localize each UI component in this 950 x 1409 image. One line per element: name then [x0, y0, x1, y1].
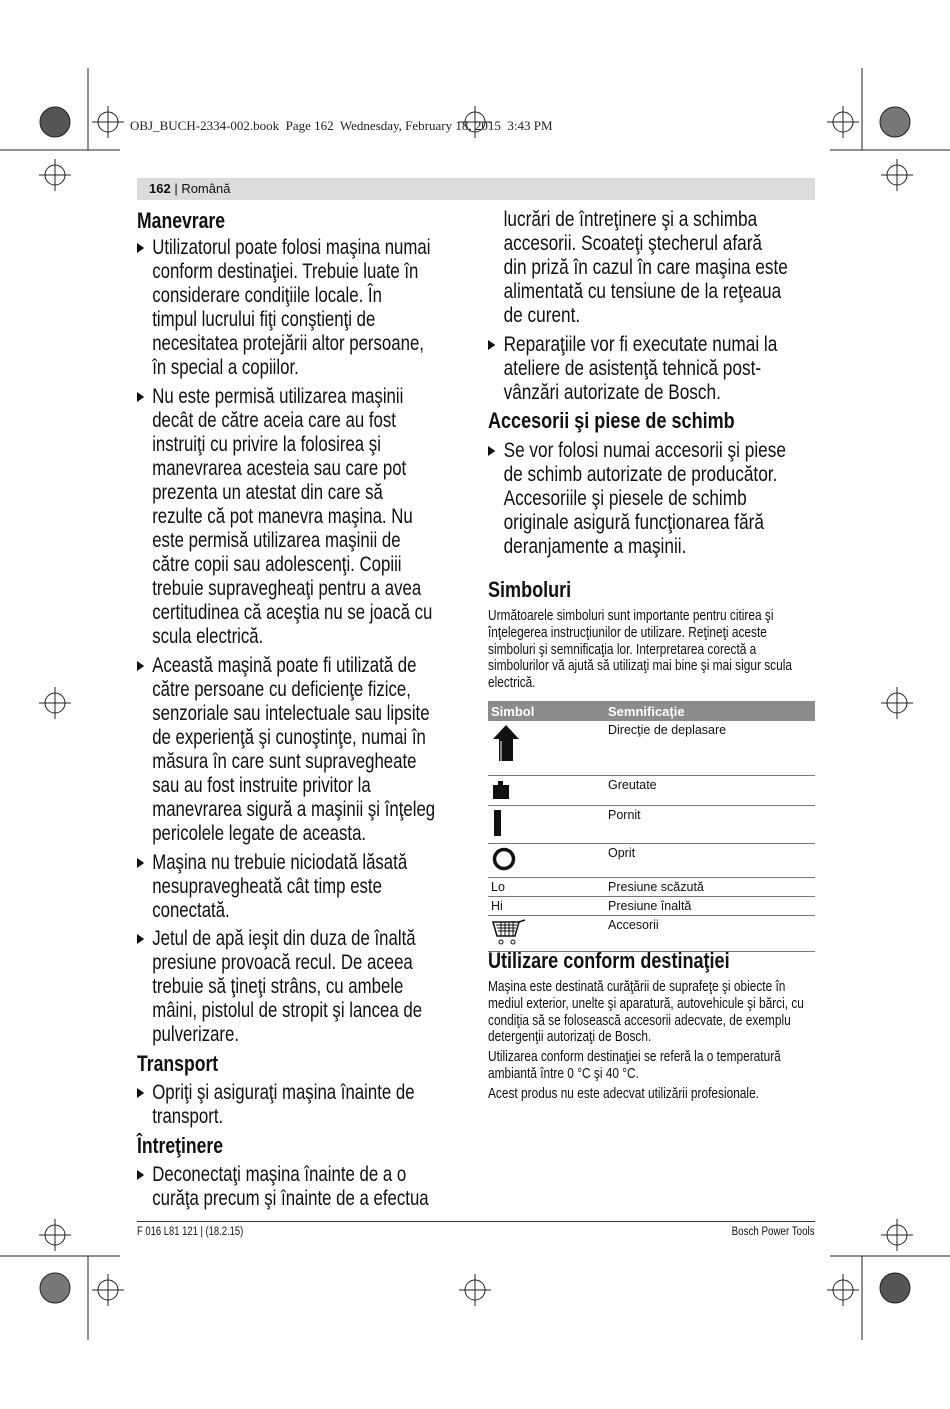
on-bar-icon	[491, 808, 505, 838]
footer-left: F 016 L81 121 | (18.2.15)	[137, 1226, 244, 1238]
table-row: Pornit	[488, 805, 815, 843]
bullet-triangle-icon	[137, 661, 144, 671]
heading-manevrare: Manevrare	[137, 208, 226, 233]
book-info-line: OBJ_BUCH-2334-002.book Page 162 Wednesday, February 18, 2015 3:43 PM	[130, 118, 553, 133]
paragraph: Acest produs nu este adecvat utilizării profesionale.	[488, 1086, 759, 1102]
bullet-item: Deconectaţi maşina înainte de a o curăţa precum şi înainte de a efectua	[137, 1163, 429, 1211]
bullet-item: Jetul de apă ieşit din duza de înaltă presiune provoacă recul. De aceea trebuie să ţineţi strâns, cu ambele mâini, pistolul de stropit şi lancea de pulverizare.	[137, 927, 422, 1047]
table-row: Hi Presiune înaltă	[488, 896, 815, 915]
bullet-triangle-icon	[137, 392, 144, 402]
bullet-item: Opriţi şi asiguraţi maşina înainte de transport.	[137, 1081, 415, 1129]
bullet-triangle-icon	[137, 858, 144, 868]
bullet-triangle-icon	[488, 446, 495, 456]
footer-right: Bosch Power Tools	[732, 1226, 815, 1238]
heading-transport: Transport	[137, 1051, 219, 1076]
heading-utilizare: Utilizare conform destinaţiei	[488, 948, 730, 973]
heading-intretinere: Întreţinere	[137, 1133, 224, 1158]
cart-icon	[491, 918, 527, 946]
paragraph: Utilizarea conform destinaţiei se referă la o temperatură ambiantă între 0 °C şi 40 °C.	[488, 1049, 781, 1082]
table-header: Simbol	[488, 701, 598, 721]
table-header: Semnificaţie	[598, 701, 815, 721]
bullet-triangle-icon	[137, 1088, 144, 1098]
table-row: Greutate	[488, 775, 815, 805]
page-number: 162	[149, 181, 171, 196]
weight-icon	[491, 778, 511, 800]
bullet-item: Utilizatorul poate folosi maşina numai conform destinaţiei. Trebuie luate în considerare condiţiile locale. În timpul lucrului fiţi conştienţi de necesitatea protejării altor persoane, în special a copiilor.	[137, 236, 430, 380]
bullet-triangle-icon	[137, 1170, 144, 1180]
symbols-table	[488, 701, 815, 952]
arrow-up-icon	[491, 723, 521, 763]
bullet-triangle-icon	[137, 243, 144, 253]
table-row: Lo Presiune scăzută	[488, 877, 815, 896]
bullet-triangle-icon	[137, 934, 144, 944]
bullet-triangle-icon	[488, 340, 495, 350]
bullet-continuation: lucrări de întreţinere şi a schimba accesorii. Scoateţi ştecherul afară din priză în cazul în care maşina este alimentată cu tensiune de la reţeaua de curent.	[503, 208, 788, 327]
bullet-item: Maşina nu trebuie niciodată lăsată nesupravegheată cât timp este conectată.	[137, 851, 407, 923]
off-circle-icon	[491, 846, 517, 872]
bullet-item: Se vor folosi numai accesorii şi piese de schimb autorizate de producător. Accesoriile şi piesele de schimb originale asigură funcţionarea fără deranjamente a maşinii.	[488, 439, 786, 559]
table-row: Oprit	[488, 843, 815, 877]
heading-accesorii: Accesorii şi piese de schimb	[488, 408, 735, 433]
bullet-item: Această maşină poate fi utilizată de către persoane cu deficienţe fizice, senzoriale sau intelectuale sau lipsite de experienţă şi cunoştinţe, numai în măsura în care sunt supravegheate sau au fost instruite privitor la manevrarea sigură a maşinii şi înţeleg pericolele legate de aceasta.	[137, 654, 435, 846]
registration-mark	[92, 106, 124, 138]
paragraph: Maşina este destinată curăţării de suprafeţe şi obiecte în mediul exterior, unelte şi aparatură, autovehicule şi bărci, cu condiţia să se folosească accesorii adecvate, de exemplu detergenţii autorizaţi de Bosch.	[488, 979, 804, 1046]
table-row: Direcţie de deplasare	[488, 721, 815, 775]
table-row: Accesorii	[488, 915, 815, 951]
bullet-item: Nu este permisă utilizarea maşinii decât de către aceia care au fost instruiţi cu privire la folosirea şi manevrarea acesteia sau care pot prezenta un atestat din care să rezulte că pot manevra maşina. Nu este permisă utilizarea maşinii de către copii sau adolescenţi. Copiii trebuie supravegheaţi pentru a avea certitudinea că aceştia nu se joacă cu scula electrică.	[137, 385, 432, 649]
language-label: Română	[181, 181, 231, 196]
simboluri-intro: Următoarele simboluri sunt importante pentru citirea şi înţelegerea instrucţiunilor de utilizare. Reţineţi aceste simboluri şi semnificaţia lor. Interpretarea corectă a simbolurilor vă ajută să utilizaţi mai bine şi mai sigur scula electrică.	[488, 608, 792, 692]
heading-simboluri: Simboluri	[488, 577, 572, 602]
footer-rule	[137, 1221, 815, 1222]
page-header: 162 | Română	[137, 178, 815, 200]
bullet-item: Reparaţiile vor fi executate numai la ateliere de asistenţă tehnică post- vânzări autorizate de Bosch.	[488, 333, 777, 405]
